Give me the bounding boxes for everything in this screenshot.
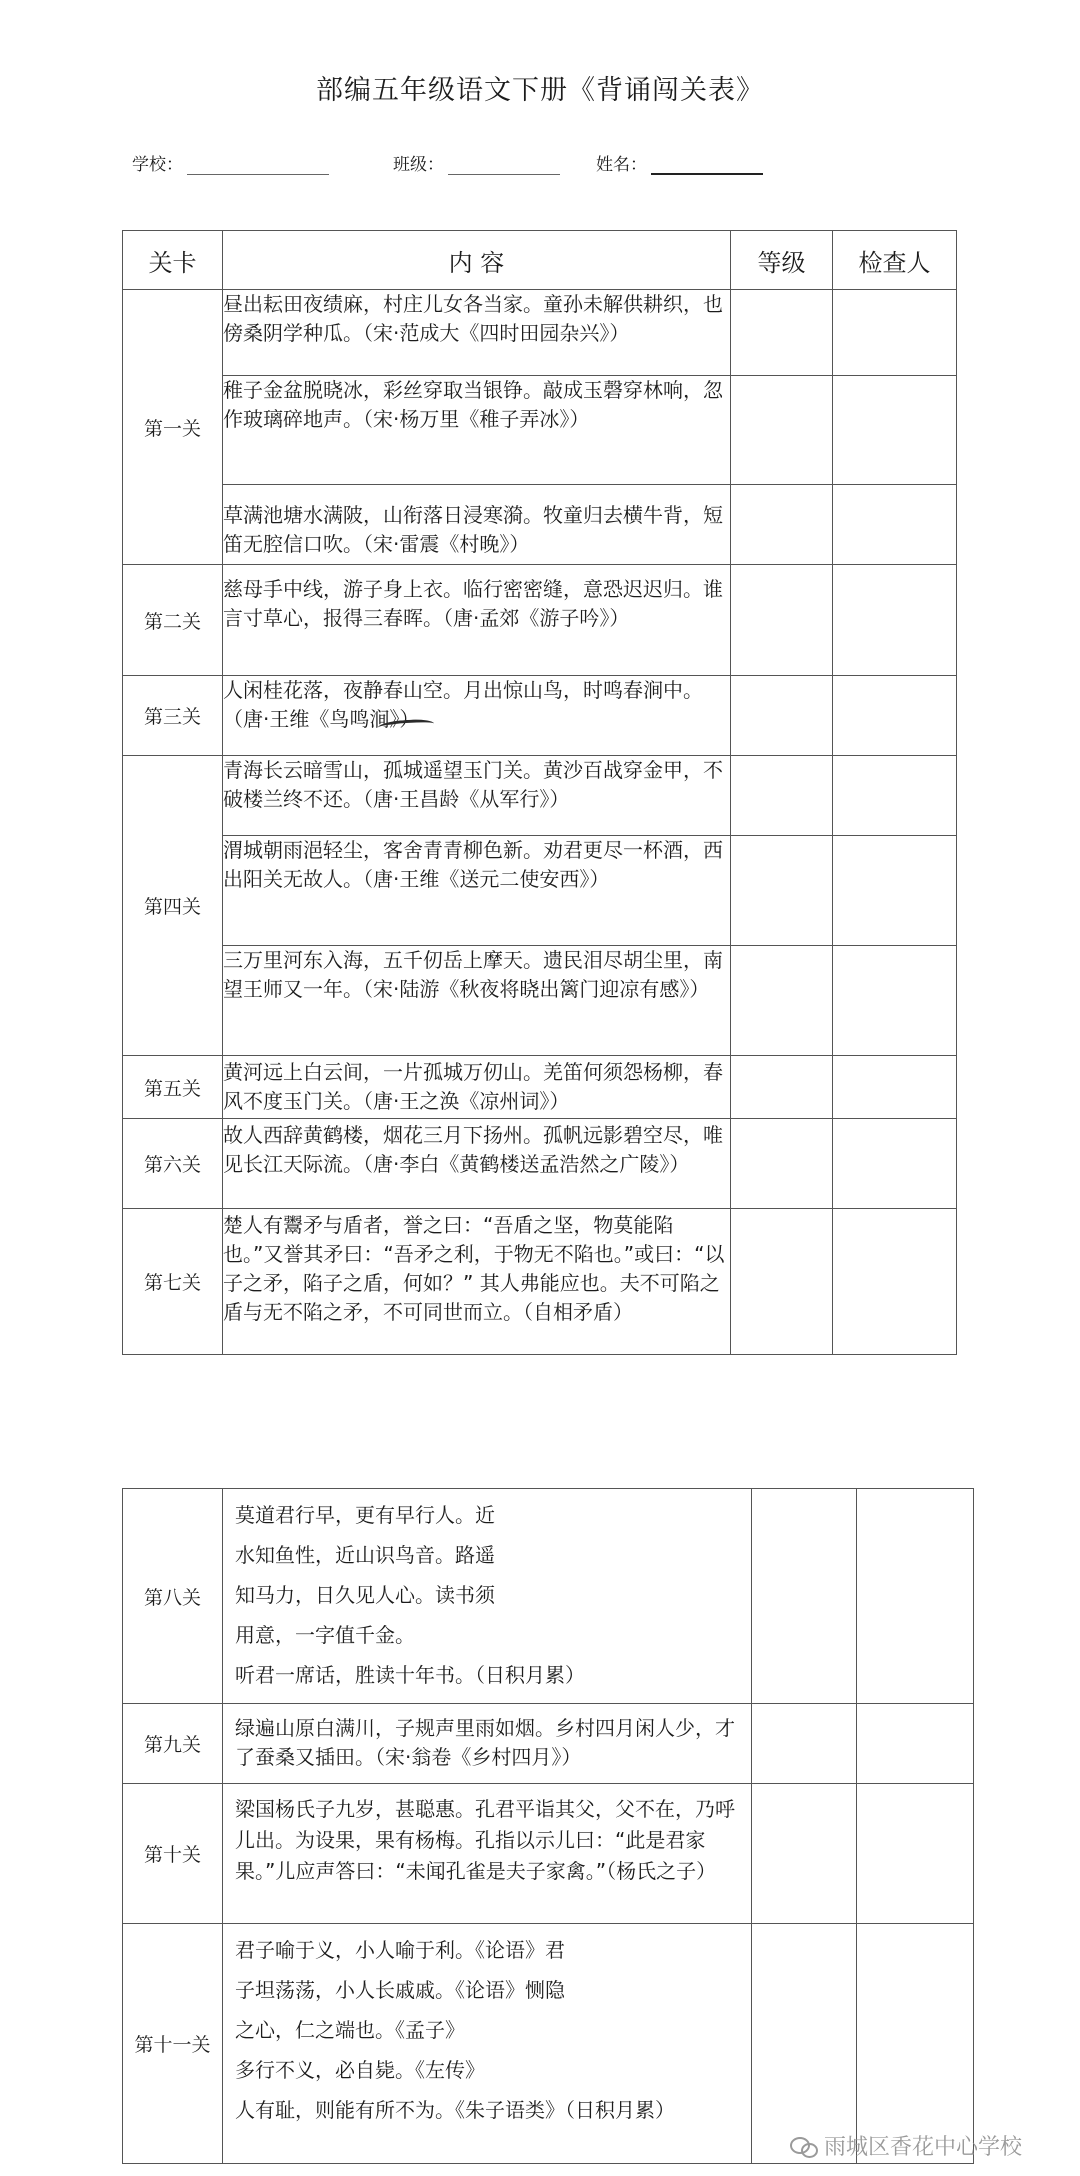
content-cell: 故人西辞黄鹤楼，烟花三月下扬州。孤帆远影碧空尽，唯见长江天际流。（唐·李白《黄鹤楼送孟浩然之广陵》） (223, 1119, 731, 1209)
content-line: 知马力，日久见人心。读书须 (235, 1583, 495, 1607)
checker-cell[interactable] (833, 836, 957, 946)
level-cell: 第七关 (123, 1209, 223, 1355)
checker-cell[interactable] (857, 1489, 974, 1704)
level-cell: 第六关 (123, 1119, 223, 1209)
content-cell: 三万里河东入海，五千仞岳上摩天。遗民泪尽胡尘里，南望王师又一年。（宋·陆游《秋夜将晓出篱门迎凉有感》） (223, 946, 731, 1056)
name-blank[interactable] (651, 153, 763, 175)
header-checker: 检查人 (833, 231, 957, 290)
content-line: 水知鱼性，近山识鸟音。路遥 (235, 1543, 495, 1567)
content-cell: 草满池塘水满陂，山衔落日浸寒漪。牧童归去横牛背，短笛无腔信口吹。（宋·雷震《村晚》） (223, 485, 731, 565)
table-row (123, 485, 957, 565)
content-line: 多行不义，必自毙。《左传》 (235, 2058, 485, 2082)
grade-cell[interactable] (731, 1119, 833, 1209)
checker-cell[interactable] (833, 756, 957, 836)
grade-cell[interactable] (731, 376, 833, 485)
grade-cell[interactable] (731, 946, 833, 1056)
content-cell: 梁国杨氏子九岁，甚聪惠。孔君平诣其父，父不在，乃呼儿出。为设果，果有杨梅。孔指以示儿曰：“此是君家果。”儿应声答曰：“未闻孔雀是夫子家禽。”（杨氏之子） (223, 1784, 752, 1924)
checker-cell[interactable] (857, 1784, 974, 1924)
content-cell: 青海长云暗雪山，孤城遥望玉门关。黄沙百战穿金甲，不破楼兰终不还。（唐·王昌龄《从军行》） (223, 756, 731, 836)
table-row (123, 1056, 957, 1119)
level-cell: 第四关 (123, 756, 223, 1056)
content-cell: 楚人有鬻矛与盾者，誉之曰：“吾盾之坚，物莫能陷也。”又誉其矛曰：“吾矛之利，于物无不陷也。”或曰：“以子之矛，陷子之盾，何如？” 其人弗能应也。夫不可陷之盾与无不陷之矛，不可同世而立。（自相矛盾） (223, 1209, 731, 1355)
grade-cell[interactable] (731, 836, 833, 946)
grade-cell[interactable] (731, 676, 833, 756)
grade-cell[interactable] (752, 1704, 857, 1784)
table-row (123, 1704, 974, 1784)
table-row (123, 1119, 957, 1209)
class-field (393, 150, 560, 175)
content-cell (223, 1924, 752, 2164)
grade-cell[interactable] (731, 1209, 833, 1355)
level-cell: 第九关 (123, 1704, 223, 1784)
table-header-row (123, 231, 957, 290)
header-level: 关卡 (123, 231, 223, 290)
class-label: 班级： (393, 155, 444, 175)
table-row (123, 1489, 974, 1704)
level-cell: 第八关 (123, 1489, 223, 1704)
school-label: 学校： (132, 155, 183, 175)
checker-cell[interactable] (833, 1209, 957, 1355)
wechat-icon (790, 2135, 818, 2157)
grade-cell[interactable] (731, 485, 833, 565)
table-row (123, 565, 957, 676)
table-row (123, 756, 957, 836)
student-info-fields (132, 150, 787, 175)
table-row (123, 376, 957, 485)
school-blank[interactable] (187, 154, 329, 175)
page-title: 部编五年级语文下册《背诵闯关表》 (316, 75, 764, 106)
content-cell: 人闲桂花落，夜静春山空。月出惊山鸟，时鸣春涧中。（唐·王维《鸟鸣涧》） (223, 676, 731, 756)
content-cell: 昼出耘田夜绩麻，村庄儿女各当家。童孙未解供耕织，也傍桑阴学种瓜。（宋·范成大《四时田园杂兴》） (223, 290, 731, 376)
grade-cell[interactable] (731, 290, 833, 376)
name-field (596, 150, 763, 175)
level-cell: 第一关 (123, 290, 223, 565)
school-field (132, 150, 329, 175)
content-line: 用意，一字值千金。 (235, 1623, 415, 1647)
checker-cell[interactable] (833, 290, 957, 376)
watermark-text: 雨城区香花中心学校 (824, 2135, 1023, 2160)
content-cell: 黄河远上白云间，一片孤城万仞山。羌笛何须怨杨柳，春风不度玉门关。（唐·王之涣《凉州词》） (223, 1056, 731, 1119)
level-cell: 第二关 (123, 565, 223, 676)
class-blank[interactable] (448, 154, 560, 175)
table-row (123, 946, 957, 1056)
checker-cell[interactable] (833, 1056, 957, 1119)
grade-cell[interactable] (752, 1784, 857, 1924)
grade-cell[interactable] (752, 1924, 857, 2164)
level-cell: 第五关 (123, 1056, 223, 1119)
level-cell: 第三关 (123, 676, 223, 756)
content-cell: 慈母手中线，游子身上衣。临行密密缝，意恐迟迟归。谁言寸草心，报得三春晖。（唐·孟郊《游子吟》） (223, 565, 731, 676)
table-row (123, 290, 957, 376)
level-cell: 第十一关 (123, 1924, 223, 2164)
content-cell (223, 1489, 752, 1704)
content-line: 之心，仁之端也。《孟子》 (235, 2018, 465, 2042)
grade-cell[interactable] (731, 756, 833, 836)
recitation-table-part2 (122, 1488, 974, 2164)
table-row (123, 836, 957, 946)
checker-cell[interactable] (833, 376, 957, 485)
recitation-table-part1 (122, 230, 957, 1355)
content-line: 莫道君行早，更有早行人。近 (235, 1503, 495, 1527)
checker-cell[interactable] (833, 1119, 957, 1209)
content-line: 君子喻于义，小人喻于利。《论语》君 (235, 1938, 565, 1962)
grade-cell[interactable] (752, 1489, 857, 1704)
content-line: 听君一席话，胜读十年书。（日积月累） (235, 1663, 585, 1687)
checker-cell[interactable] (833, 676, 957, 756)
checker-cell[interactable] (857, 1704, 974, 1784)
grade-cell[interactable] (731, 565, 833, 676)
header-grade: 等级 (731, 231, 833, 290)
content-line: 子坦荡荡，小人长戚戚。《论语》恻隐 (235, 1978, 565, 2002)
watermark (790, 2130, 1022, 2161)
table-row (123, 1924, 974, 2164)
checker-cell[interactable] (857, 1924, 974, 2164)
table-row (123, 1784, 974, 1924)
content-cell: 渭城朝雨浥轻尘，客舍青青柳色新。劝君更尽一杯酒，西出阳关无故人。（唐·王维《送元二使安西》） (223, 836, 731, 946)
grade-cell[interactable] (731, 1056, 833, 1119)
level-cell: 第十关 (123, 1784, 223, 1924)
checker-cell[interactable] (833, 946, 957, 1056)
header-content: 内 容 (223, 231, 731, 290)
checker-cell[interactable] (833, 485, 957, 565)
content-cell: 稚子金盆脱晓冰，彩丝穿取当银铮。敲成玉磬穿林响，忽作玻璃碎地声。（宋·杨万里《稚子弄冰》） (223, 376, 731, 485)
name-label: 姓名： (596, 155, 647, 175)
table-row (123, 1209, 957, 1355)
content-line: 人有耻，则能有所不为。《朱子语类》（日积月累） (235, 2098, 675, 2122)
table-row (123, 676, 957, 756)
checker-cell[interactable] (833, 565, 957, 676)
content-cell: 绿遍山原白满川，子规声里雨如烟。乡村四月闲人少，才了蚕桑又插田。（宋·翁卷《乡村四月》） (223, 1704, 752, 1784)
